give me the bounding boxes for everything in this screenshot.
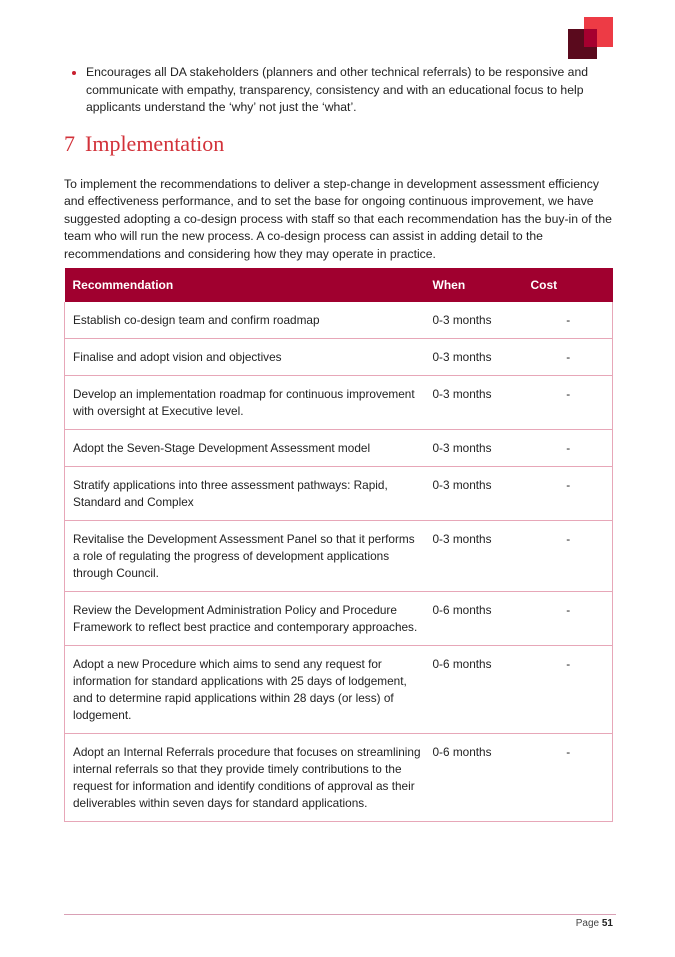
recommendations-table — [64, 268, 613, 822]
section-title: Implementation — [85, 131, 225, 156]
section-heading — [64, 130, 224, 158]
cell-when: 0-6 months — [427, 646, 525, 734]
cell-when: 0-6 months — [427, 592, 525, 646]
table-header-row — [65, 268, 613, 302]
cell-cost: - — [525, 339, 613, 376]
bullet-item — [86, 64, 616, 117]
page-number — [576, 918, 613, 929]
cell-cost: - — [525, 646, 613, 734]
cell-recommendation: Adopt a new Procedure which aims to send any request for information for standard applications with 25 days of lodgement, and to determine rapid applications within 28 days (or less) of lodgement. — [65, 646, 427, 734]
column-header-cost: Cost — [525, 268, 613, 302]
footer-divider — [64, 914, 616, 915]
cell-recommendation: Adopt the Seven-Stage Development Assessment model — [65, 430, 427, 467]
cell-when: 0-3 months — [427, 430, 525, 467]
cell-when: 0-3 months — [427, 467, 525, 521]
table-row — [65, 521, 613, 592]
page-label: Page — [575, 918, 600, 929]
cell-when: 0-3 months — [427, 376, 525, 430]
table-row — [65, 592, 613, 646]
cell-when: 0-3 months — [427, 521, 525, 592]
column-header-when: When — [427, 268, 525, 302]
table-row — [65, 302, 613, 339]
cell-when: 0-6 months — [427, 734, 525, 822]
cell-cost: - — [525, 734, 613, 822]
cell-cost: - — [525, 592, 613, 646]
cell-when: 0-3 months — [427, 339, 525, 376]
cell-recommendation: Develop an implementation roadmap for continuous improvement with oversight at Executive level. — [65, 376, 427, 430]
cell-recommendation: Adopt an Internal Referrals procedure that focuses on streamlining internal referrals so that they provide timely contributions to the request for information and identify conditions of approval as their deliverables within seven days for standard applications. — [65, 734, 427, 822]
cell-cost: - — [525, 467, 613, 521]
cell-recommendation: Establish co-design team and confirm roadmap — [65, 302, 427, 339]
page-number-value: 51 — [601, 918, 613, 929]
cell-cost: - — [525, 376, 613, 430]
table-row — [65, 430, 613, 467]
cell-recommendation: Stratify applications into three assessment pathways: Rapid, Standard and Complex — [65, 467, 427, 521]
table-row — [65, 467, 613, 521]
cell-when: 0-3 months — [427, 302, 525, 339]
cell-recommendation: Review the Development Administration Policy and Procedure Framework to reflect best practice and contemporary approaches. — [65, 592, 427, 646]
table-row — [65, 339, 613, 376]
intro-paragraph: To implement the recommendations to deliver a step-change in development assessment efficiency and effectiveness performance, and to set the base for ongoing continuous improvement, we have suggested adopting a co-design process with staff so that each recommendation has the buy-in of the team who will run the new process. A co-design process can assist in adding detail to the recommendations and considering how they may operate in practice. — [64, 177, 612, 261]
cell-recommendation: Revitalise the Development Assessment Panel so that it performs a role of regulating the progress of development applications through Council. — [65, 521, 427, 592]
table-row — [65, 734, 613, 822]
cell-cost: - — [525, 430, 613, 467]
organisation-logo-icon — [568, 17, 613, 59]
bullet-dot-icon — [72, 71, 76, 75]
table-row — [65, 376, 613, 430]
bullet-text: Encourages all DA stakeholders (planners and other technical referrals) to be responsive and communicate with empathy, transparency, consistency and with an educational focus to help applicants understand the ‘why’ not just the ‘what’. — [86, 65, 589, 114]
section-number: 7 — [64, 131, 75, 156]
cell-cost: - — [525, 521, 613, 592]
column-header-recommendation: Recommendation — [65, 268, 427, 302]
cell-recommendation: Finalise and adopt vision and objectives — [65, 339, 427, 376]
table-row — [65, 646, 613, 734]
cell-cost: - — [525, 302, 613, 339]
